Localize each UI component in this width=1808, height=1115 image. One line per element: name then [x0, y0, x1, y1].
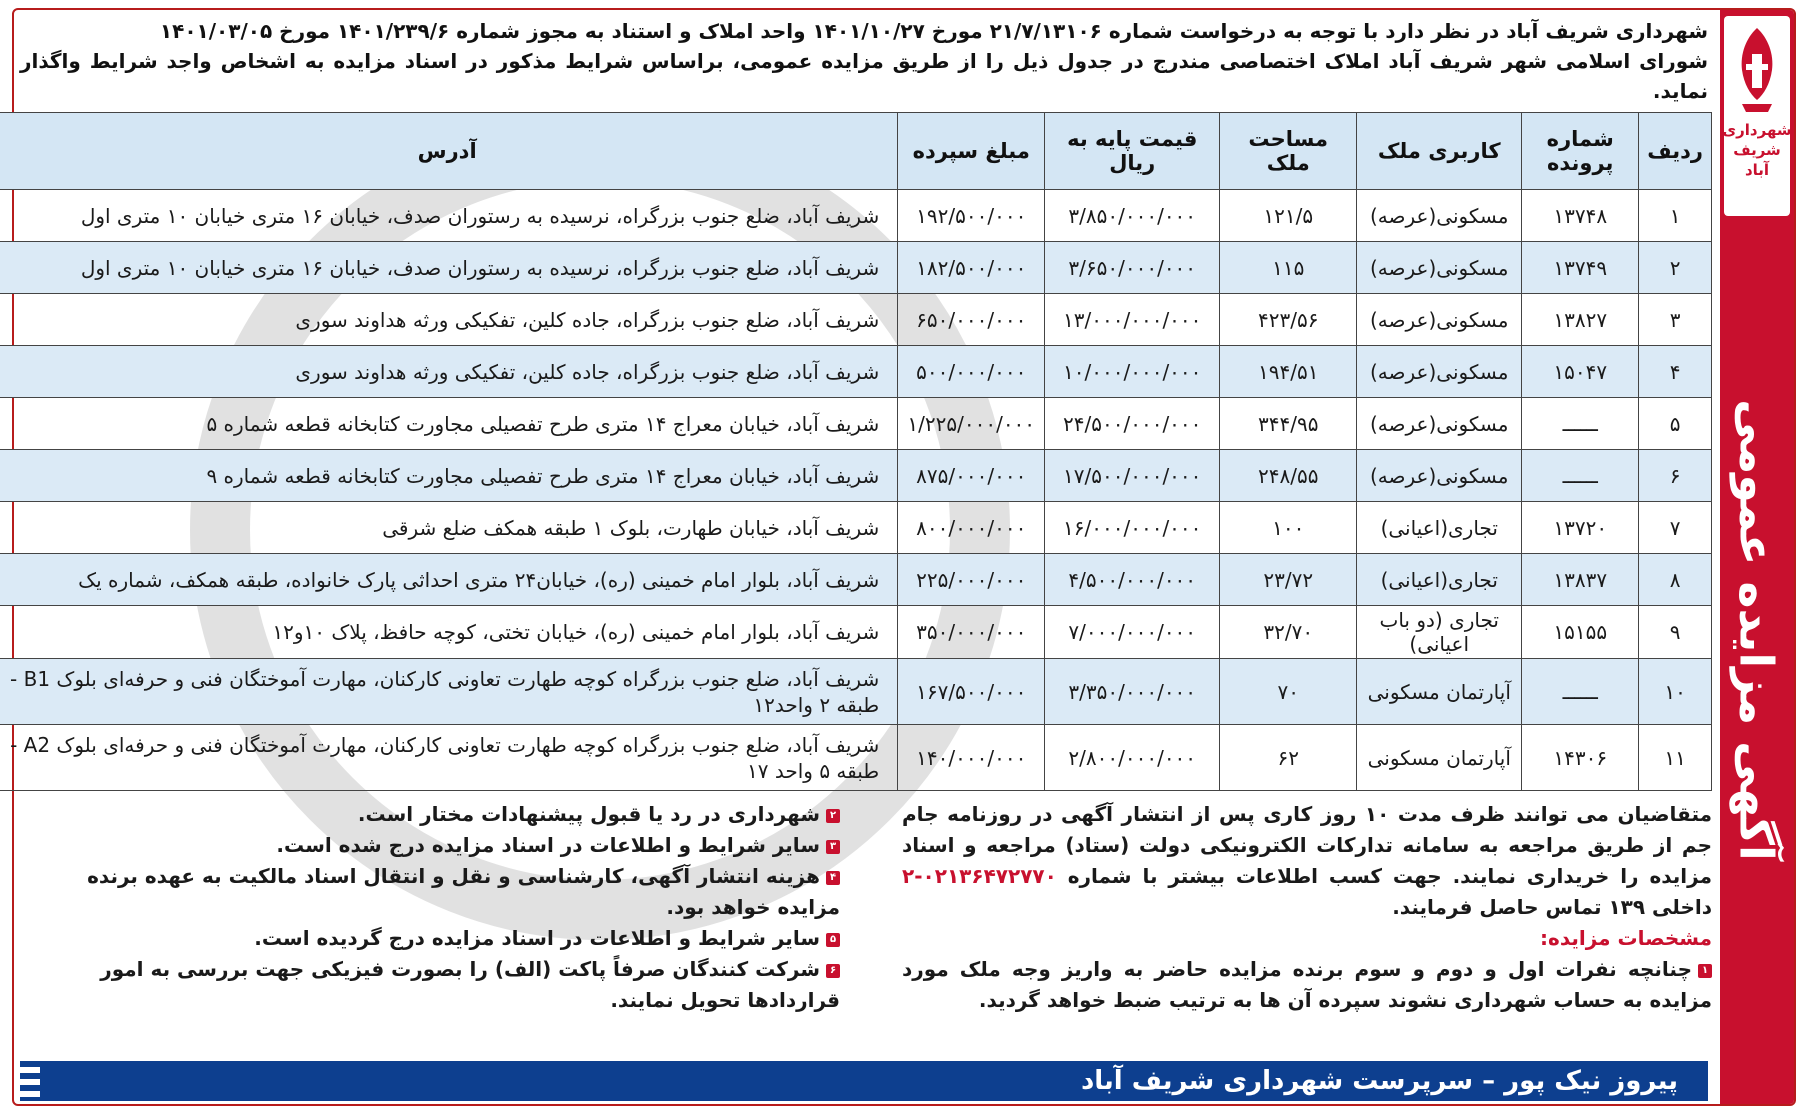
intro-line-2: شورای اسلامی شهر شریف آباد املاک اختصاصی مندرج در جدول ذیل را از طریق مزایده عمومی، براساس شرایط مذکور در اسناد مزایده به اشخاص واجد شرایط واگذار نماید. [20, 49, 1708, 103]
properties-table [0, 112, 1712, 791]
cell-file: ۱۳۷۲۰ [1522, 502, 1639, 554]
col-base-price: قیمت پایه به ریال [1045, 113, 1220, 190]
cell-address: شریف آباد، ضلع جنوب بزرگراه، جاده کلین، تفکیکی ورثه هداوند سوری [0, 346, 898, 398]
cell-area: ۲۳/۷۲ [1220, 554, 1357, 606]
cell-address: شریف آباد، ضلع جنوب بزرگراه، جاده کلین، تفکیکی ورثه هداوند سوری [0, 294, 898, 346]
intro-line-1: شهرداری شریف آباد در نظر دارد با توجه به درخواست شماره ۲۱/۷/۱۳۱۰۶ مورخ ۱۴۰۱/۱۰/۲۷ واحد املاک و استناد به مجوز شماره ۱۴۰۱/۲۳۹/۶ مورخ ۱۴۰۱/۰۳/۰۵ [159, 19, 1708, 43]
cell-no: ۱ [1639, 190, 1712, 242]
cell-area: ۱۲۱/۵ [1220, 190, 1357, 242]
cell-deposit: ۶۵۰/۰۰۰/۰۰۰ [898, 294, 1045, 346]
phone-extension: داخلی ۱۳۹ [1608, 895, 1712, 919]
cell-deposit: ۵۰۰/۰۰۰/۰۰۰ [898, 346, 1045, 398]
table-row [0, 450, 1712, 502]
cell-no: ۱۱ [1639, 725, 1712, 791]
section-title: مشخصات مزایده: [1540, 926, 1712, 950]
col-usage: کاربری ملک [1357, 113, 1522, 190]
cell-address: شریف آباد، ضلع جنوب بزرگراه کوچه طهارت تعاونی کارکنان، مهارت آموختگان فنی و حرفه‌ای بلوک B1 - طبقه ۲ واحد۱۲ [0, 659, 898, 725]
note-item-4: ۴هزینه انتشار آگهی، کارشناسی و نقل و انتقال اسناد مالکیت به عهده برنده مزایده خواهد بود. [87, 864, 840, 919]
cell-no: ۲ [1639, 242, 1712, 294]
cell-use: تجاری(اعیانی) [1357, 502, 1522, 554]
cell-address: شریف آباد، بلوار امام خمینی (ره)، خیابان تختی، کوچه حافظ، پلاک ۱۰و۱۲ [0, 606, 898, 659]
cell-deposit: ۱۸۲/۵۰۰/۰۰۰ [898, 242, 1045, 294]
note-item-5: ۵سایر شرایط و اطلاعات در اسناد مزایده درج گردیده است. [20, 923, 840, 954]
cell-price: ۲۴/۵۰۰/۰۰۰/۰۰۰ [1045, 398, 1220, 450]
bullet-icon: ۵ [826, 933, 840, 947]
cell-price: ۳/۳۵۰/۰۰۰/۰۰۰ [1045, 659, 1220, 725]
cell-use: تجاری (دو باب اعیانی) [1357, 606, 1522, 659]
cell-no: ۹ [1639, 606, 1712, 659]
cell-file: ــــــ [1522, 398, 1639, 450]
cell-price: ۳/۸۵۰/۰۰۰/۰۰۰ [1045, 190, 1220, 242]
cell-area: ۲۴۸/۵۵ [1220, 450, 1357, 502]
notes-right-column [902, 799, 1712, 1016]
cell-deposit: ۸۷۵/۰۰۰/۰۰۰ [898, 450, 1045, 502]
cell-address: شریف آباد، ضلع جنوب بزرگراه، نرسیده به رستوران صدف، خیابان ۱۶ متری خیابان ۱۰ متری اول [0, 190, 898, 242]
table-row [0, 242, 1712, 294]
cell-use: آپارتمان مسکونی [1357, 659, 1522, 725]
notes-section [20, 799, 1712, 1016]
cell-price: ۳/۶۵۰/۰۰۰/۰۰۰ [1045, 242, 1220, 294]
cell-no: ۷ [1639, 502, 1712, 554]
cell-use: مسکونی(عرصه) [1357, 242, 1522, 294]
table-row [0, 725, 1712, 791]
bullet-icon: ۳ [826, 840, 840, 854]
sidebar [1720, 10, 1794, 1104]
cell-area: ۶۲ [1220, 725, 1357, 791]
table-row [0, 398, 1712, 450]
cell-area: ۱۰۰ [1220, 502, 1357, 554]
cell-area: ۱۱۵ [1220, 242, 1357, 294]
cell-no: ۶ [1639, 450, 1712, 502]
cell-file: ۱۳۸۲۷ [1522, 294, 1639, 346]
table-row [0, 346, 1712, 398]
col-file-number: شماره پرونده [1522, 113, 1639, 190]
col-area: مساحت ملک [1220, 113, 1357, 190]
cell-area: ۷۰ [1220, 659, 1357, 725]
table-row [0, 190, 1712, 242]
main-content [10, 10, 1712, 1105]
cell-address: شریف آباد، بلوار امام خمینی (ره)، خیابان۲۴ متری احداثی پارک خانواده، طبقه همکف، شماره یک [0, 554, 898, 606]
notes-left-column [20, 799, 840, 1016]
cell-file: ۱۳۸۳۷ [1522, 554, 1639, 606]
note-item-2: ۲شهرداری در رد یا قبول پیشنهادات مختار است. [20, 799, 840, 830]
cell-use: تجاری(اعیانی) [1357, 554, 1522, 606]
cell-deposit: ۱/۲۲۵/۰۰۰/۰۰۰ [898, 398, 1045, 450]
col-deposit: مبلغ سپرده [898, 113, 1045, 190]
table-row [0, 659, 1712, 725]
cell-file: ۱۳۷۴۹ [1522, 242, 1639, 294]
table-header-row [0, 113, 1712, 190]
cell-no: ۸ [1639, 554, 1712, 606]
cell-deposit: ۱۹۲/۵۰۰/۰۰۰ [898, 190, 1045, 242]
cell-price: ۱۳/۰۰۰/۰۰۰/۰۰۰ [1045, 294, 1220, 346]
col-address: آدرس [0, 113, 898, 190]
signature-bar [20, 1061, 1708, 1101]
table-row [0, 606, 1712, 659]
intro-text [20, 16, 1708, 106]
cell-use: مسکونی(عرصه) [1357, 346, 1522, 398]
col-row-number: ردیف [1639, 113, 1712, 190]
cell-use: مسکونی(عرصه) [1357, 398, 1522, 450]
cell-deposit: ۸۰۰/۰۰۰/۰۰۰ [898, 502, 1045, 554]
note-item-6: ۶شرکت کنندگان صرفاً پاکت (الف) را بصورت فیزیکی جهت بررسی به امور قراردادها تحویل نمایند. [100, 957, 840, 1012]
cell-no: ۵ [1639, 398, 1712, 450]
cell-deposit: ۱۶۷/۵۰۰/۰۰۰ [898, 659, 1045, 725]
cell-price: ۲/۸۰۰/۰۰۰/۰۰۰ [1045, 725, 1220, 791]
cell-file: ــــــ [1522, 450, 1639, 502]
cell-deposit: ۲۲۵/۰۰۰/۰۰۰ [898, 554, 1045, 606]
cell-price: ۱۷/۵۰۰/۰۰۰/۰۰۰ [1045, 450, 1220, 502]
bullet-icon: ۴ [826, 871, 840, 885]
bullet-icon: ۶ [826, 964, 840, 978]
logo-text: شهرداری شریف آباد [1722, 121, 1792, 179]
signature-text: پیروز نیک پور – سرپرست شهرداری شریف آباد [1080, 1066, 1678, 1096]
table-row [0, 554, 1712, 606]
municipality-logo [1724, 16, 1790, 216]
cell-deposit: ۳۵۰/۰۰۰/۰۰۰ [898, 606, 1045, 659]
cell-no: ۳ [1639, 294, 1712, 346]
vertical-title: آگهی مزایده عمومی [1730, 399, 1784, 861]
cell-file: ۱۴۳۰۶ [1522, 725, 1639, 791]
cell-no: ۱۰ [1639, 659, 1712, 725]
footer-decoration [20, 1061, 40, 1101]
cell-area: ۳۲/۷۰ [1220, 606, 1357, 659]
cell-price: ۱۶/۰۰۰/۰۰۰/۰۰۰ [1045, 502, 1220, 554]
cell-use: مسکونی(عرصه) [1357, 294, 1522, 346]
table-row [0, 502, 1712, 554]
cell-file: ۱۳۷۴۸ [1522, 190, 1639, 242]
note-item-1: ۱چنانچه نفرات اول و دوم و سوم برنده مزایده حاضر به واریز وجه ملک مورد مزایده به حساب شهرداری نشوند سپرده آن ها به ترتیب ضبط خواهد گردید. [902, 957, 1712, 1012]
cell-address: شریف آباد، خیابان معراج ۱۴ متری طرح تفصیلی مجاورت کتابخانه قطعه شماره ۹ [0, 450, 898, 502]
cell-no: ۴ [1639, 346, 1712, 398]
notes-intro-end: تماس حاصل فرمایند. [1392, 895, 1602, 919]
cell-file: ۱۵۰۴۷ [1522, 346, 1639, 398]
notes-intro: متقاضیان می توانند ظرف مدت ۱۰ روز کاری پس از انتشار آگهی در روزنامه جام جم از طریق مراجعه به سامانه تدارکات الکترونیکی دولت (ستاد) مراجعه و اسناد مزایده را خریداری نمایند. جهت کسب اطلاعات بیشتر با شماره [902, 802, 1712, 888]
note-item-3: ۳سایر شرایط و اطلاعات در اسناد مزایده درج شده است. [20, 830, 840, 861]
phone-number: ۰۲۱۳۶۴۷۲۷۷۰-۲ [902, 864, 1057, 888]
cell-area: ۴۲۳/۵۶ [1220, 294, 1357, 346]
table-row [0, 294, 1712, 346]
bullet-icon: ۱ [1698, 964, 1712, 978]
cell-use: مسکونی(عرصه) [1357, 190, 1522, 242]
emblem-icon [1732, 24, 1782, 114]
cell-price: ۱۰/۰۰۰/۰۰۰/۰۰۰ [1045, 346, 1220, 398]
bullet-icon: ۲ [826, 809, 840, 823]
cell-area: ۱۹۴/۵۱ [1220, 346, 1357, 398]
cell-address: شریف آباد، خیابان طهارت، بلوک ۱ طبقه همکف ضلع شرقی [0, 502, 898, 554]
cell-price: ۴/۵۰۰/۰۰۰/۰۰۰ [1045, 554, 1220, 606]
cell-file: ــــــ [1522, 659, 1639, 725]
cell-file: ۱۵۱۵۵ [1522, 606, 1639, 659]
cell-use: مسکونی(عرصه) [1357, 450, 1522, 502]
cell-area: ۳۴۴/۹۵ [1220, 398, 1357, 450]
cell-address: شریف آباد، ضلع جنوب بزرگراه کوچه طهارت تعاونی کارکنان، مهارت آموختگان فنی و حرفه‌ای بلوک A2 - طبقه ۵ واحد ۱۷ [0, 725, 898, 791]
cell-price: ۷/۰۰۰/۰۰۰/۰۰۰ [1045, 606, 1220, 659]
cell-deposit: ۱۴۰/۰۰۰/۰۰۰ [898, 725, 1045, 791]
cell-use: آپارتمان مسکونی [1357, 725, 1522, 791]
cell-address: شریف آباد، خیابان معراج ۱۴ متری طرح تفصیلی مجاورت کتابخانه قطعه شماره ۵ [0, 398, 898, 450]
cell-address: شریف آباد، ضلع جنوب بزرگراه، نرسیده به رستوران صدف، خیابان ۱۶ متری خیابان ۱۰ متری اول [0, 242, 898, 294]
